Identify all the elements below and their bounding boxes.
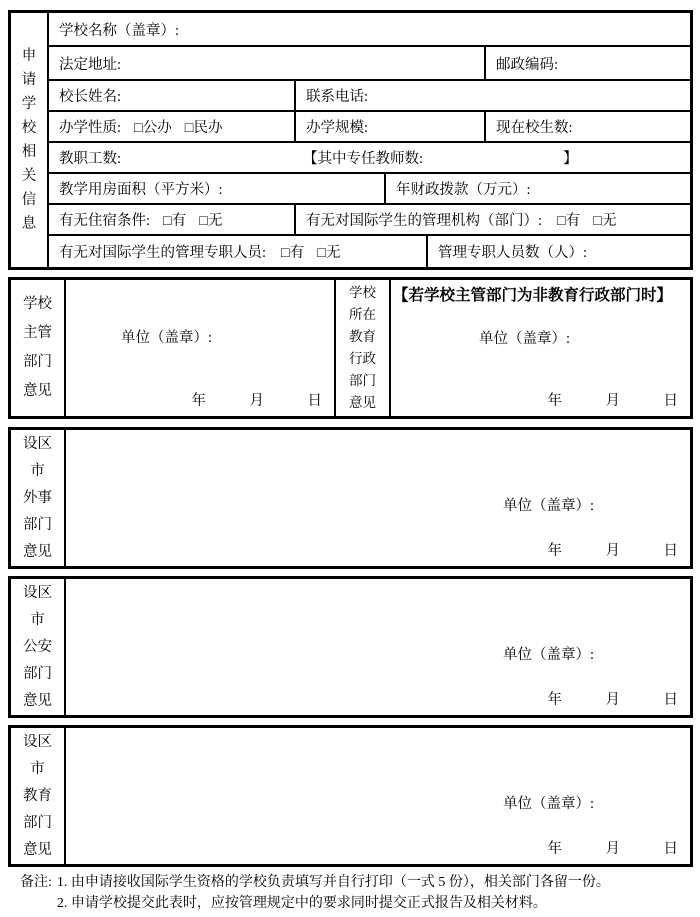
contact-phone-label: 联系电话: <box>306 89 369 105</box>
staff-count-field[interactable] <box>49 143 690 172</box>
foreign-affairs-date-line: 年 月 日 <box>547 543 678 559</box>
edu-admin-opinion-field[interactable] <box>391 280 690 416</box>
contact-phone-field[interactable] <box>296 81 690 110</box>
edu-admin-side-label: 学校 所在 教育 行政 部门 意见 <box>336 280 391 416</box>
legal-address-label: 法定地址: <box>59 56 122 73</box>
school-nature-label: 办学性质: <box>59 120 122 136</box>
mgmt-staff-count-label: 管理专职人员数（人）: <box>438 245 588 261</box>
row-mgmt-staff <box>49 236 690 267</box>
row-staff <box>49 143 690 174</box>
foreign-affairs-side-label: 设区 市 外事 部门 意见 <box>11 430 66 566</box>
legal-address-field[interactable] <box>49 47 486 79</box>
public-security-side-label: 设区 市 公安 部门 意见 <box>11 579 66 715</box>
section-public-security-opinion <box>8 576 693 718</box>
lodging-label: 有无住宿条件: <box>59 213 151 229</box>
row-principal <box>49 81 690 112</box>
checkbox-public[interactable]: □公办 <box>134 120 172 136</box>
checkbox-mgmt-org-no[interactable]: □无 <box>593 213 617 229</box>
current-students-field[interactable] <box>486 112 690 141</box>
education-dept-unit-stamp-label: 单位（盖章）: <box>503 796 595 812</box>
foreign-affairs-opinion-field[interactable] <box>66 430 690 566</box>
notes-body <box>57 872 610 914</box>
edu-admin-date-line: 年 月 日 <box>547 393 678 409</box>
school-name-field[interactable] <box>49 13 690 45</box>
supervisor-opinion-field[interactable] <box>66 280 336 416</box>
teaching-area-label: 教学用房面积（平方米）: <box>59 182 223 198</box>
row-area-funding <box>49 174 690 205</box>
section-applicant-school-info <box>8 10 693 270</box>
supervisor-unit-stamp-label: 单位（盖章）: <box>121 330 213 346</box>
annual-funding-field[interactable] <box>386 174 690 203</box>
education-dept-opinion-field[interactable] <box>66 728 690 864</box>
current-students-label: 现在校生数: <box>496 120 573 136</box>
checkbox-mgmt-staff-no[interactable]: □无 <box>317 245 341 261</box>
edu-admin-conditional-note: 【若学校主管部门为非教育行政部门时】 <box>393 287 673 304</box>
principal-name-label: 校长姓名: <box>59 89 122 105</box>
supervisor-side-label: 学校 主管 部门 意见 <box>11 280 66 416</box>
fulltime-teachers-label: 【其中专任教师数: <box>303 151 424 167</box>
section1-side-label: 申 请 学 校 相 关 信 息 <box>11 13 49 267</box>
section-supervisor-opinion <box>8 277 693 419</box>
section1-rows <box>49 13 690 267</box>
mgmt-staff-label: 有无对国际学生的管理专职人员: <box>59 245 267 261</box>
form-body <box>8 10 693 914</box>
postal-code-label: 邮政编码: <box>496 56 559 73</box>
checkbox-mgmt-org-yes[interactable]: □有 <box>557 213 581 229</box>
checkbox-lodging-no[interactable]: □无 <box>199 213 223 229</box>
note-item-1: 1. 由申请接收国际学生资格的学校负责填写并自行打印（一式 5 份），相关部门各留一份。 <box>56 875 610 890</box>
checkbox-mgmt-staff-yes[interactable]: □有 <box>281 245 305 261</box>
mgmt-staff-count-field[interactable] <box>428 236 690 267</box>
lodging-field <box>49 205 296 234</box>
supervisor-date-line: 年 月 日 <box>191 393 322 409</box>
checkbox-lodging-yes[interactable]: □有 <box>163 213 187 229</box>
foreign-affairs-unit-stamp-label: 单位（盖章）: <box>503 498 595 514</box>
row-lodging-org <box>49 205 690 236</box>
checkbox-private[interactable]: □民办 <box>184 120 223 136</box>
edu-admin-unit-stamp-label: 单位（盖章）: <box>479 331 571 347</box>
staff-count-label: 教职工数: <box>59 151 122 167</box>
school-scale-label: 办学规模: <box>306 120 369 136</box>
postal-code-field[interactable] <box>486 47 690 79</box>
education-dept-side-label: 设区 市 教育 部门 意见 <box>11 728 66 864</box>
section-education-dept-opinion <box>8 725 693 867</box>
public-security-opinion-field[interactable] <box>66 579 690 715</box>
school-name-label: 学校名称（盖章）: <box>59 22 180 39</box>
principal-name-field[interactable] <box>49 81 296 110</box>
mgmt-org-label: 有无对国际学生的管理机构（部门）: <box>306 213 543 229</box>
note-item-2: 2. 申请学校提交此表时，应按管理规定中的要求同时提交正式报告及相关材料。 <box>56 896 547 911</box>
row-school-name <box>49 13 690 47</box>
mgmt-org-field <box>296 205 690 234</box>
annual-funding-label: 年财政拨款（万元）: <box>396 182 531 198</box>
school-scale-field[interactable] <box>296 112 486 141</box>
row-address <box>49 47 690 81</box>
public-security-date-line: 年 月 日 <box>547 692 678 708</box>
footer-notes <box>8 872 693 914</box>
school-nature-field <box>49 112 296 141</box>
mgmt-staff-field <box>49 236 428 267</box>
public-security-unit-stamp-label: 单位（盖章）: <box>503 647 595 663</box>
fulltime-teachers-bracket-close: 】 <box>563 151 578 167</box>
row-nature-scale <box>49 112 690 143</box>
teaching-area-field[interactable] <box>49 174 386 203</box>
section-foreign-affairs-opinion <box>8 427 693 569</box>
education-dept-date-line: 年 月 日 <box>547 841 678 857</box>
notes-label: 备注: <box>20 875 52 890</box>
